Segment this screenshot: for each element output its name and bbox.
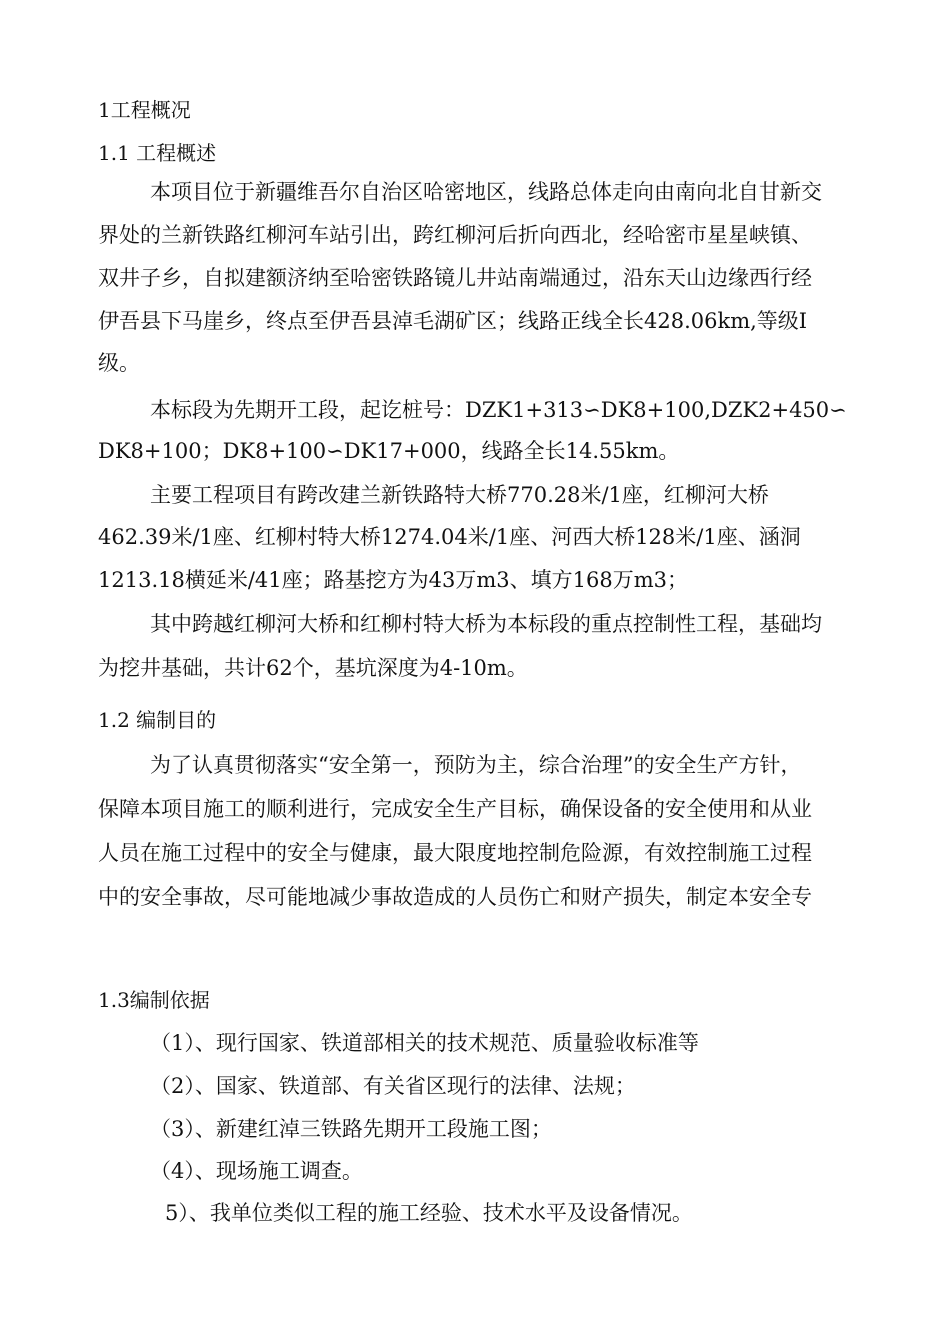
section-1-3-title: 1.3编制依据 — [98, 988, 210, 1012]
list-item: （4）、现场施工调查。 — [150, 1159, 363, 1183]
paragraph-line: 保障本项目施工的顺利进行，完成安全生产目标，确保设备的安全使用和从业 — [98, 797, 812, 821]
paragraph-line: 本标段为先期开工段，起讫桩号：DZK1+313∽DK8+100,DZK2+450∽ — [150, 398, 847, 422]
section-1-2-title: 1.2 编制目的 — [98, 708, 217, 732]
paragraph-line: 本项目位于新疆维吾尔自治区哈密地区，线路总体走向由南向北自甘新交 — [150, 180, 822, 204]
list-item: （3）、新建红淖三铁路先期开工段施工图； — [150, 1117, 552, 1141]
list-item: （2）、国家、铁道部、有关省区现行的法律、法规； — [150, 1074, 636, 1098]
paragraph-line: 级。 — [98, 351, 140, 375]
paragraph-line: 伊吾县下马崖乡，终点至伊吾县淖毛湖矿区；线路正线全长428.06km,等级Ⅰ — [98, 309, 808, 333]
paragraph-line: DK8+100；DK8+100∽DK17+000，线路全长14.55km。 — [98, 439, 680, 463]
paragraph-line: 人员在施工过程中的安全与健康，最大限度地控制危险源，有效控制施工过程 — [98, 841, 812, 865]
paragraph-line: 界处的兰新铁路红柳河车站引出，跨红柳河后折向西北，经哈密市星星峡镇、 — [98, 223, 812, 247]
paragraph-line: 1213.18横延米/41座；路基挖方为43万m3、填方168万m3； — [98, 568, 688, 592]
paragraph-line: 主要工程项目有跨改建兰新铁路特大桥770.28米/1座，红柳河大桥 — [150, 483, 769, 507]
paragraph-line: 462.39米/1座、红柳村特大桥1274.04米/1座、河西大桥128米/1座、涵洞 — [98, 525, 801, 549]
paragraph-line: 其中跨越红柳河大桥和红柳村特大桥为本标段的重点控制性工程，基础均 — [150, 612, 822, 636]
paragraph-line: 为挖井基础，共计62个，基坑深度为4-10m。 — [98, 656, 528, 680]
list-item: 5）、我单位类似工程的施工经验、技术水平及设备情况。 — [165, 1201, 693, 1225]
section-1-title: 1工程概况 — [98, 98, 191, 122]
section-1-1-title: 1.1 工程概述 — [98, 141, 217, 165]
list-item: （1）、现行国家、铁道部相关的技术规范、质量验收标准等 — [150, 1031, 699, 1055]
paragraph-line: 双井子乡，自拟建额济纳至哈密铁路镜儿井站南端通过，沿东天山边缘西行经 — [98, 266, 812, 290]
paragraph-line: 中的安全事故，尽可能地减少事故造成的人员伤亡和财产损失，制定本安全专 — [98, 885, 812, 909]
paragraph-line: 为了认真贯彻落实“安全第一，预防为主，综合治理”的安全生产方针， — [150, 753, 802, 777]
